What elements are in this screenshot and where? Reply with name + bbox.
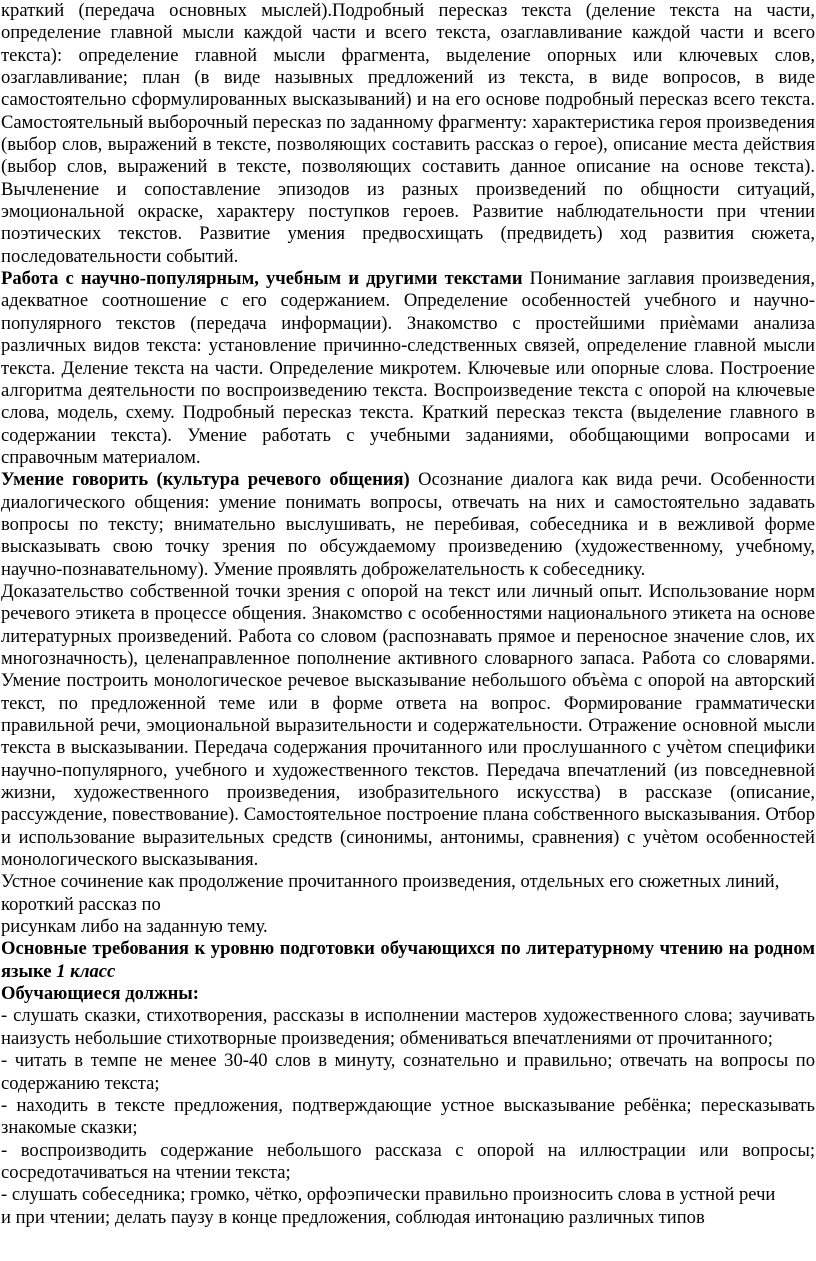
list-item: - воспроизводить содержание небольшого рассказа с опорой на иллюстрации или вопросы; сосредотачиваться на чтении текста;: [1, 1139, 815, 1183]
paragraph-text: Доказательство собственной точки зрения с опорой на текст или личный опыт. Использование норм речевого этикета в процессе общения. Знакомство с особенностями национального этикета на основе литературных произведений. Работа со словом (распознавать прямое и переносное значение слов, их многозначность), целенаправленное пополнение активного словарного запаса. Работа со словарями. Умение построить монологическое речевое высказывание небольшого объѐма с опорой на авторский текст, по предложенной теме или в форме ответа на вопрос. Формирование грамматически правильной речи, эмоциональной выразительности и содержательности. Отражение основной мысли текста в высказывании. Передача содержания прочитанного или прослушанного с учѐтом специфики научно-популярного, учебного и художественного текстов. Передача впечатлений (из повседневной жизни, художественного произведения, изобразительного искусства) в рассказе (описание, рассуждение, повествование). Самостоятельное построение плана собственного высказывания. Отбор и использование выразительных средств (синонимы, антонимы, сравнения) с учѐтом особенностей монологического высказывания.: [1, 580, 815, 871]
list-item: - читать в темпе не менее 30-40 слов в минуту, сознательно и правильно; отвечать на вопросы по содержанию текста;: [1, 1050, 815, 1094]
paragraph-text: Осознание диалога как вида речи. Особенности диалогического общения: умение понимать вопросы, отвечать на них и самостоятельно задавать вопросы по тексту; внимательно выслушивать, не перебивая, собеседника и в вежливой форме высказывать свою точку зрения по обсуждаемому произведению (художественному, учебному, научно-познавательному). Умение проявлять доброжелательность к собеседнику.: [1, 469, 815, 580]
grade-label: 1 класс: [56, 960, 116, 982]
paragraph-text: краткий (передача основных мыслей).Подробный пересказ текста (деление текста на части, определение главной мысли каждой части и всего текста, озаглавливание каждой части и всего текста): определение главной мысли фрагмента, выделение опорных или ключевых слов, озаглавливание; план (в виде назывных предложений из текста, в виде вопросов, в виде самостоятельно сформулированных высказываний) и на его основе подробный пересказ всего текста. Самостоятельный выборочный пересказ по заданному фрагменту: характеристика героя произведения (выбор слов, выражений в тексте, позволяющих составить рассказ о герое), описание места действия (выбор слов, выражений в тексте, позволяющих составить данное описание на основе текста). Вычленение и сопоставление эпизодов из разных произведений по общности ситуаций, эмоциональной окраске, характеру поступков героев. Развитие наблюдательности при чтении поэтических текстов. Развитие умения предвосхищать (предвидеть) ход развития сюжета, последовательности событий.: [1, 0, 815, 267]
list-line: и при чтении; делать паузу в конце предложения, соблюдая интонацию различных типов: [1, 1206, 705, 1228]
list-item-last: [1, 1184, 815, 1229]
section-heading: Работа с научно-популярным, учебным и другими текстами: [1, 268, 523, 290]
paragraph-popular-science: [1, 268, 815, 469]
paragraph-line: Устное сочинение как продолжение прочитанного произведения, отдельных его сюжетных линий, короткий рассказ по: [1, 871, 780, 915]
list-item: - находить в тексте предложения, подтверждающие устное высказывание ребёнка; пересказывать знакомые сказки;: [1, 1094, 815, 1139]
students-title: Обучающиеся должны:: [1, 983, 199, 1005]
paragraph-text: Понимание заглавия произведения, адекватное соотношение с его содержанием. Определение особенностей учебного и научно-популярного текстов (передача информации). Знакомство с простейшими приѐмами анализа различных видов текста: установление причинно-следственных связей, определение главной мысли текста. Деление текста на части. Определение микротем. Ключевые или опорные слова. Построение алгоритма деятельности по воспроизведению текста. Воспроизведение текста с опорой на ключевые слова, модель, схему. Подробный пересказ текста. Краткий пересказ текста (выделение главного в содержании текста). Умение работать с учебными заданиями, обобщающими вопросами и справочным материалом.: [1, 268, 815, 468]
section-heading: Умение говорить (культура речевого общения): [1, 469, 410, 491]
paragraph-oral-composition: [1, 871, 815, 938]
paragraph-line: рисункам либо на заданную тему.: [1, 916, 268, 938]
paragraph-argument: [1, 581, 815, 871]
requirements-heading: [1, 938, 815, 983]
students-heading: [1, 983, 815, 1005]
paragraph-speaking: [1, 469, 815, 581]
paragraph-retelling: [1, 0, 815, 268]
requirements-title: Основные требования к уровню подготовки обучающихся по литературному чтению на родном языке: [1, 938, 815, 982]
list-line: - слушать собеседника; громко, чётко, орфоэпически правильно произносить слова в устной речи: [1, 1184, 776, 1206]
list-item: - слушать сказки, стихотворения, рассказы в исполнении мастеров художественного слова; заучивать наизусть небольшие стихотворные произведения; обмениваться впечатлениями от прочитанного;: [1, 1005, 815, 1049]
